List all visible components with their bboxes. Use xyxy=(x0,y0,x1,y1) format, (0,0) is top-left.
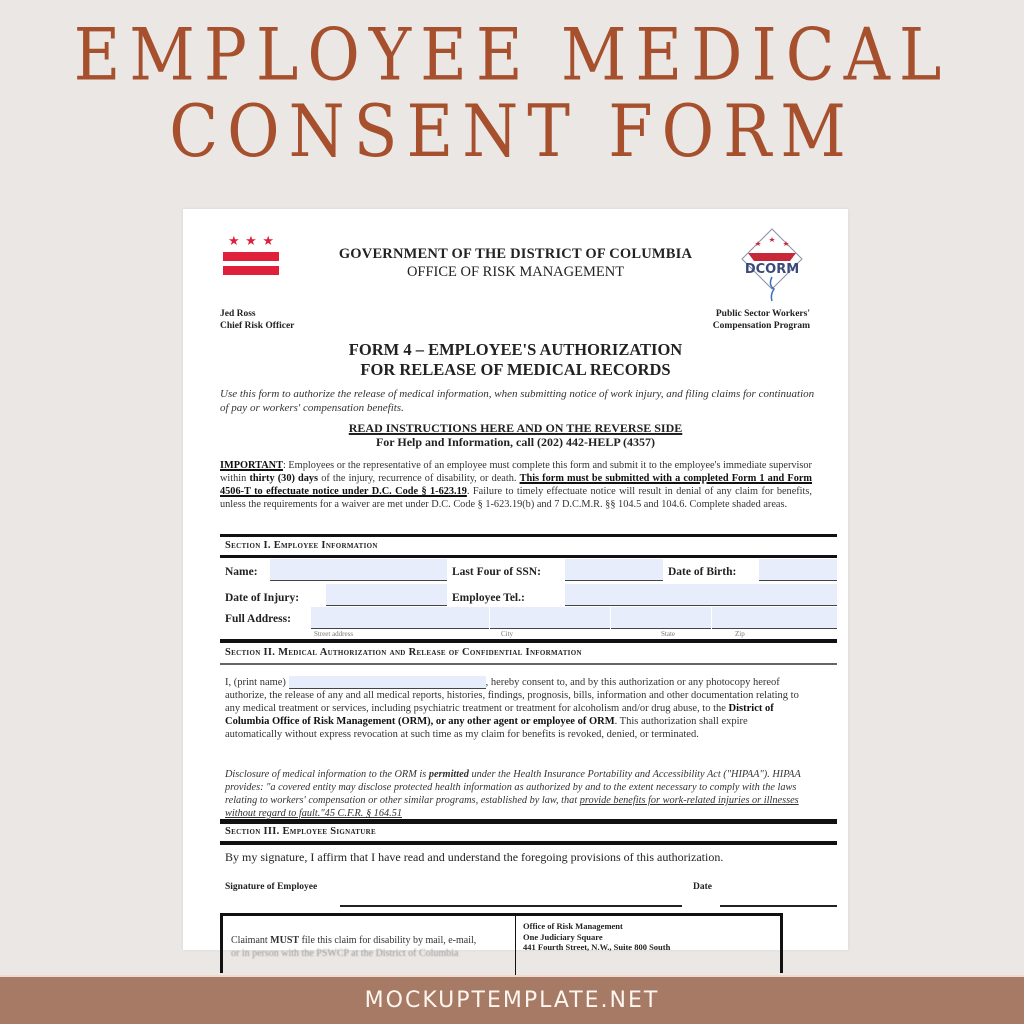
print-name-label: I, (print name) xyxy=(225,677,286,688)
hero-title xyxy=(0,14,1024,174)
important-notice xyxy=(220,459,812,511)
site-banner xyxy=(0,975,1024,1024)
section-2-heading: Section II. Medical Authorization and Release of Confidential Information xyxy=(225,647,582,658)
ssn-label: Last Four of SSN: xyxy=(452,566,541,578)
authorization-body: , hereby consent to, and by this authorization or any photocopy hereof authorize, the release of any and all medical reports, histories, findings, prognosis, bills, information and other documentation relating to any medical treatment or services, including psychiatric treatment or treatment for alcoholism and/or drug abuse, to the xyxy=(225,677,799,714)
must-label: MUST xyxy=(270,935,300,946)
ssn-field[interactable] xyxy=(565,559,663,581)
important-text: : Employees or the representative of an employee must complete this form and submit it to the employee's immediate supervisor within xyxy=(220,460,812,484)
signature-label: Signature of Employee xyxy=(225,882,318,892)
officer-name: Jed Ross xyxy=(220,309,256,319)
form-title-line-1: FORM 4 – EMPLOYEE'S AUTHORIZATION xyxy=(348,340,683,359)
claim-text-cutoff: or in person with the PSWCP at the District of Columbia xyxy=(231,948,459,959)
program-line-1: Public Sector Workers' xyxy=(715,309,810,319)
authorization-body: . This authorization shall expire automatically without express revocation at such time as my claim for benefits is revoked, denied, or terminated. xyxy=(225,716,748,740)
box-divider xyxy=(515,916,516,976)
program-name xyxy=(713,308,810,332)
hipaa-citation: provide benefits for work-related injuries or illnesses without regard to fault."45 C.F.R. § 164.51 xyxy=(225,795,799,819)
form-title-line-2: FOR RELEASE OF MEDICAL RECORDS xyxy=(360,360,671,379)
submission-requirement: This form must be submitted with a completed Form 1 and Form 4506-T to effectuate notice under D.C. Code § 1-623.19 xyxy=(220,473,813,497)
hero-title-line-2: CONSENT FORM xyxy=(169,90,855,174)
form-title xyxy=(183,340,848,380)
affirmation-text: By my signature, I affirm that I have read and understand the foregoing provisions of this authorization. xyxy=(225,850,724,864)
zip-sublabel: Zip xyxy=(735,630,745,638)
star-icon: ★ xyxy=(228,233,240,248)
important-text: of the injury, recurrence of disability, or death. xyxy=(318,473,520,484)
city-field[interactable] xyxy=(490,607,610,629)
street-address-sublabel: Street address xyxy=(314,630,354,638)
government-name: GOVERNMENT OF THE DISTRICT OF COLUMBIA xyxy=(338,246,693,262)
claim-filing-box xyxy=(220,913,783,973)
hipaa-text: Disclosure of medical information to the ORM is xyxy=(225,769,429,780)
hipaa-permitted: permitted xyxy=(428,769,469,780)
chief-risk-officer xyxy=(220,308,294,332)
address-line-2: One Judiciary Square xyxy=(523,931,603,942)
orm-address xyxy=(523,921,670,953)
full-address-label: Full Address: xyxy=(225,613,291,625)
form-page xyxy=(183,209,848,959)
claim-text: Claimant xyxy=(231,935,271,946)
claim-text: file this claim for disability by mail, e-mail, xyxy=(299,935,477,946)
address-line-3: 441 Fourth Street, N.W., Suite 800 South xyxy=(523,942,671,952)
section-divider xyxy=(220,555,837,558)
office-name: OFFICE OF RISK MANAGEMENT xyxy=(406,264,625,280)
name-field[interactable] xyxy=(270,559,447,581)
state-field[interactable] xyxy=(611,607,711,629)
read-instructions: READ INSTRUCTIONS HERE AND ON THE REVERSE SIDE xyxy=(348,421,683,435)
section-divider xyxy=(220,841,837,845)
important-text: . Failure to timely effectuate notice will result in denial of any claim for benefits, unless the requirements for a waiver are met under D.C. Code § 1-623.19(b) and 7 D.C.M.R. §§ 104.5 and 104.6. Complete shaded areas. xyxy=(220,486,812,510)
officer-title: Chief Risk Officer xyxy=(220,321,295,331)
section-divider xyxy=(220,819,837,824)
svg-text:DCORM: DCORM xyxy=(744,262,800,277)
date-of-injury-field[interactable] xyxy=(326,584,447,606)
program-line-2: Compensation Program xyxy=(712,321,810,331)
hipaa-text: under the Health Insurance Portability and Accessibility Act ("HIPAA"). HIPAA provides: "a covered entity may disclose protected health information as authorized by and to the extent necessary to comply with the laws relating to workers' compensation or other similar programs, established by law, that xyxy=(225,769,801,806)
employee-tel-field[interactable] xyxy=(565,584,837,606)
authorization-text xyxy=(225,676,803,741)
star-icon: ★ xyxy=(245,233,257,248)
section-divider xyxy=(220,534,837,537)
important-label: IMPORTANT xyxy=(220,460,283,471)
help-line: For Help and Information, call (202) 442-HELP (4357) xyxy=(375,435,656,449)
form-intro: Use this form to authorize the release of medical information, when submitting notice of work injury, and filing claims for continuation of pay or workers' compensation benefits. xyxy=(220,388,815,414)
street-address-field[interactable] xyxy=(311,607,489,629)
city-sublabel: City xyxy=(501,630,514,638)
zip-field[interactable] xyxy=(712,607,837,629)
site-url[interactable]: MOCKUPTEMPLATE.NET xyxy=(364,988,660,1013)
section-divider xyxy=(220,639,837,643)
employee-tel-label: Employee Tel.: xyxy=(452,592,525,604)
dcorm-logo-icon xyxy=(738,227,806,302)
dob-label: Date of Birth: xyxy=(668,566,737,578)
section-3-heading: Section III. Employee Signature xyxy=(225,826,376,837)
authorized-recipient: District of Columbia Office of Risk Management (ORM), or any other agent or employee of ORM xyxy=(225,703,774,727)
address-line-1: Office of Risk Management xyxy=(523,921,623,931)
hero-title-line-1: EMPLOYEE MEDICAL xyxy=(73,14,951,98)
section-1-heading: Section I. Employee Information xyxy=(225,540,378,551)
flag-bar xyxy=(223,252,279,261)
print-name-field[interactable] xyxy=(289,676,486,689)
deadline-text: thirty (30) days xyxy=(249,473,319,484)
signature-field[interactable] xyxy=(340,905,682,907)
state-sublabel: State xyxy=(661,630,675,638)
star-icon: ★ xyxy=(262,233,274,248)
instructions-notice xyxy=(183,421,848,449)
name-label: Name: xyxy=(225,566,258,578)
claim-instructions xyxy=(231,934,511,960)
section-divider xyxy=(220,663,837,665)
date-label: Date xyxy=(693,882,712,892)
government-header xyxy=(283,246,748,281)
flag-bar xyxy=(223,266,279,275)
hipaa-notice xyxy=(225,768,805,820)
dob-field[interactable] xyxy=(759,559,837,581)
date-of-injury-label: Date of Injury: xyxy=(225,592,300,604)
signature-date-field[interactable] xyxy=(720,905,837,907)
dc-flag-icon xyxy=(223,234,279,278)
